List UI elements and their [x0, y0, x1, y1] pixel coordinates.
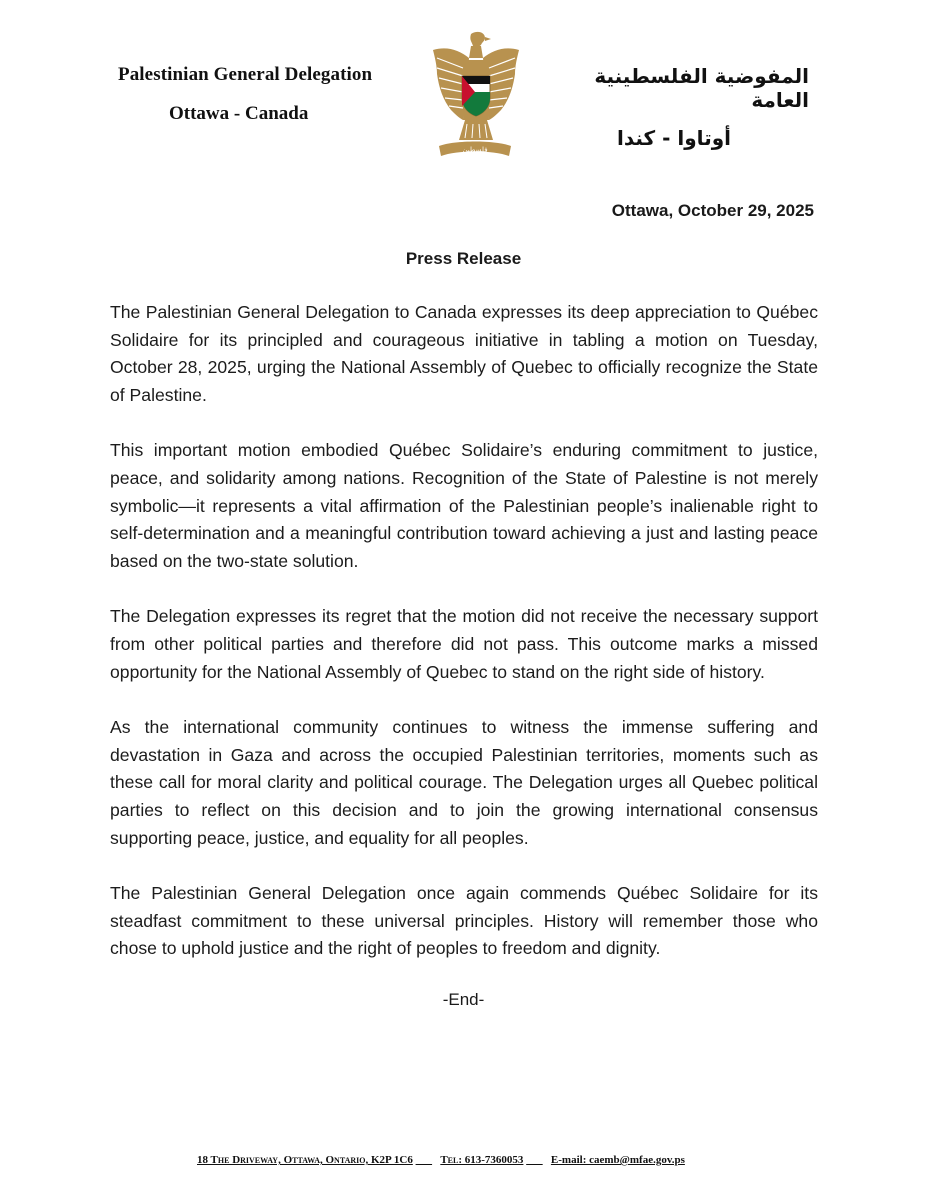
- end-mark: -End-: [442, 990, 485, 1009]
- city-en: Ottawa - Canada: [169, 103, 309, 124]
- header-right: [539, 64, 809, 150]
- palestine-eagle-emblem-icon: [425, 28, 525, 166]
- release-date: Ottawa, October 29, 2025: [611, 201, 814, 220]
- paragraph-5: The Palestinian General Delegation once again commends Québec Solidaire for its steadfast commitment to these universal principles. History will remember those who chose to uphold justice and the right of peoples to freedom and dignity.: [110, 883, 818, 959]
- paragraph-2: This important motion embodied Québec Solidaire’s enduring commitment to justice, peace, and solidarity among nations. Recognition of the State of Palestine is not merely symbolic—it represents a vital affirmation of the Palestinian people’s inalienable right to self-determination and a meaningful contribution toward achieving a just and lasting peace based on the two-state solution.: [110, 440, 818, 571]
- body-text: [110, 299, 818, 991]
- footer: [197, 1154, 757, 1166]
- paragraph-4: As the international community continues to witness the immense suffering and devastation in Gaza and across the occupied Palestinian territories, moments such as these call for moral clarity and political courage. The Delegation urges all Quebec political parties to reflect on this decision and to join the growing international consensus supporting peace, justice, and equality for all peoples.: [110, 717, 818, 848]
- org-name-ar: المفوضية الفلسطينية العامة: [594, 64, 809, 112]
- footer-tel: Tel: 613-7360053: [440, 1154, 524, 1166]
- footer-gap-2: [526, 1154, 548, 1166]
- footer-gap: [416, 1154, 438, 1166]
- city-ar: أوتاوا - كندا: [616, 126, 731, 150]
- footer-address: 18 The Driveway, Ottawa, Ontario, K2P 1C6: [197, 1154, 413, 1166]
- emblem-banner-text: فلسطين: [462, 146, 488, 154]
- footer-email: E-mail: caemb@mfae.gov.ps: [550, 1154, 685, 1166]
- document-title: Press Release: [405, 249, 522, 268]
- paragraph-1: The Palestinian General Delegation to Canada expresses its deep appreciation to Québec Solidaire for its principled and courageous initiative in tabling a motion on Tuesday, October 28, 2025, urging the National Assembly of Quebec to officially recognize the State of Palestine.: [110, 302, 818, 405]
- header-left: [104, 64, 394, 125]
- paragraph-3: The Delegation expresses its regret that the motion did not receive the necessary support from other political parties and therefore did not pass. This outcome marks a missed opportunity for the National Assembly of Quebec to stand on the right side of history.: [110, 606, 818, 682]
- org-name-en: Palestinian General Delegation: [118, 64, 373, 85]
